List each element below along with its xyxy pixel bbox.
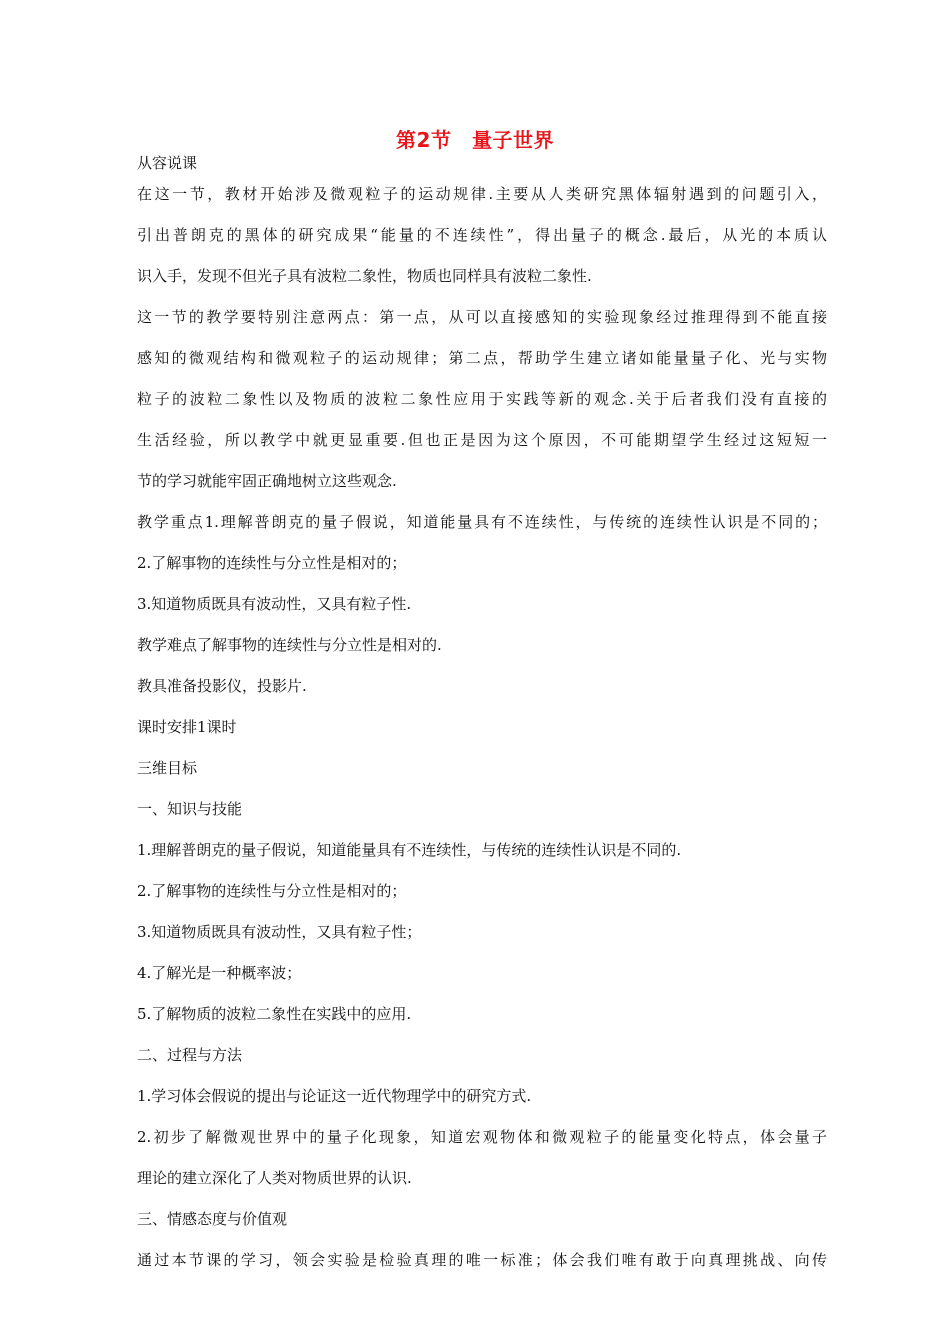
paragraph-line: 粒子的波粒二象性以及物质的波粒二象性应用于实践等新的观念.关于后者我们没有直接的 (137, 390, 827, 408)
paragraph-line: 识入手，发现不但光子具有波粒二象性，物质也同样具有波粒二象性. (137, 267, 592, 285)
paragraph-line: 这一节的教学要特别注意两点：第一点，从可以直接感知的实验现象经过推理得到不能直接 (137, 308, 827, 326)
list-item: 2.了解事物的连续性与分立性是相对的； (137, 554, 407, 572)
heading-cong-rong-shuo-ke: 从容说课 (137, 154, 198, 172)
paragraph-line: 通过本节课的学习，领会实验是检验真理的唯一标准；体会我们唯有敢于向真理挑战、向传 (137, 1251, 827, 1269)
paragraph-line: 感知的微观结构和微观粒子的运动规律；第二点，帮助学生建立诸如能量量子化、光与实物 (137, 349, 827, 367)
teaching-difficulty-line: 教学难点了解事物的连续性与分立性是相对的. (137, 636, 442, 654)
paragraph-line: 生活经验，所以教学中就更显重要.但也正是因为这个原因，不可能期望学生经过这短短一 (137, 431, 827, 449)
list-item: 2.了解事物的连续性与分立性是相对的； (137, 882, 407, 900)
paragraph-line: 理论的建立深化了人类对物质世界的认识. (137, 1169, 412, 1187)
list-item: 3.知道物质既具有波动性，又具有粒子性； (137, 923, 422, 941)
list-item: 5.了解物质的波粒二象性在实践中的应用. (137, 1005, 412, 1023)
paragraph-line: 在这一节，教材开始涉及微观粒子的运动规律.主要从人类研究黑体辐射遇到的问题引入， (137, 185, 827, 203)
list-item: 1.学习体会假说的提出与论证这一近代物理学中的研究方式. (137, 1087, 532, 1105)
class-hours-line: 课时安排1课时 (137, 718, 237, 736)
document-body (137, 150, 827, 1288)
heading-three-dimensional-goals: 三维目标 (137, 759, 198, 777)
heading-knowledge-skills: 一、知识与技能 (137, 800, 243, 818)
list-item: 4.了解光是一种概率波； (137, 964, 302, 982)
heading-process-methods: 二、过程与方法 (137, 1046, 243, 1064)
paragraph-line: 节的学习就能牢固正确地树立这些观念. (137, 472, 397, 490)
paragraph-line: 引出普朗克的黑体的研究成果“能量的不连续性”，得出量子的概念.最后，从光的本质认 (137, 226, 827, 244)
list-item: 1.理解普朗克的量子假说，知道能量具有不连续性，与传统的连续性认识是不同的. (137, 841, 682, 859)
teaching-aids-line: 教具准备投影仪，投影片. (137, 677, 307, 695)
list-item: 2.初步了解微观世界中的量子化现象，知道宏观物体和微观粒子的能量变化特点，体会量子 (137, 1128, 827, 1146)
heading-emotion-values: 三、情感态度与价值观 (137, 1210, 288, 1228)
list-item: 3.知道物质既具有波动性，又具有粒子性. (137, 595, 412, 613)
teaching-focus-line: 教学重点1.理解普朗克的量子假说，知道能量具有不连续性，与传统的连续性认识是不同的； (137, 513, 827, 531)
section-title: 第2节 量子世界 (396, 128, 554, 152)
